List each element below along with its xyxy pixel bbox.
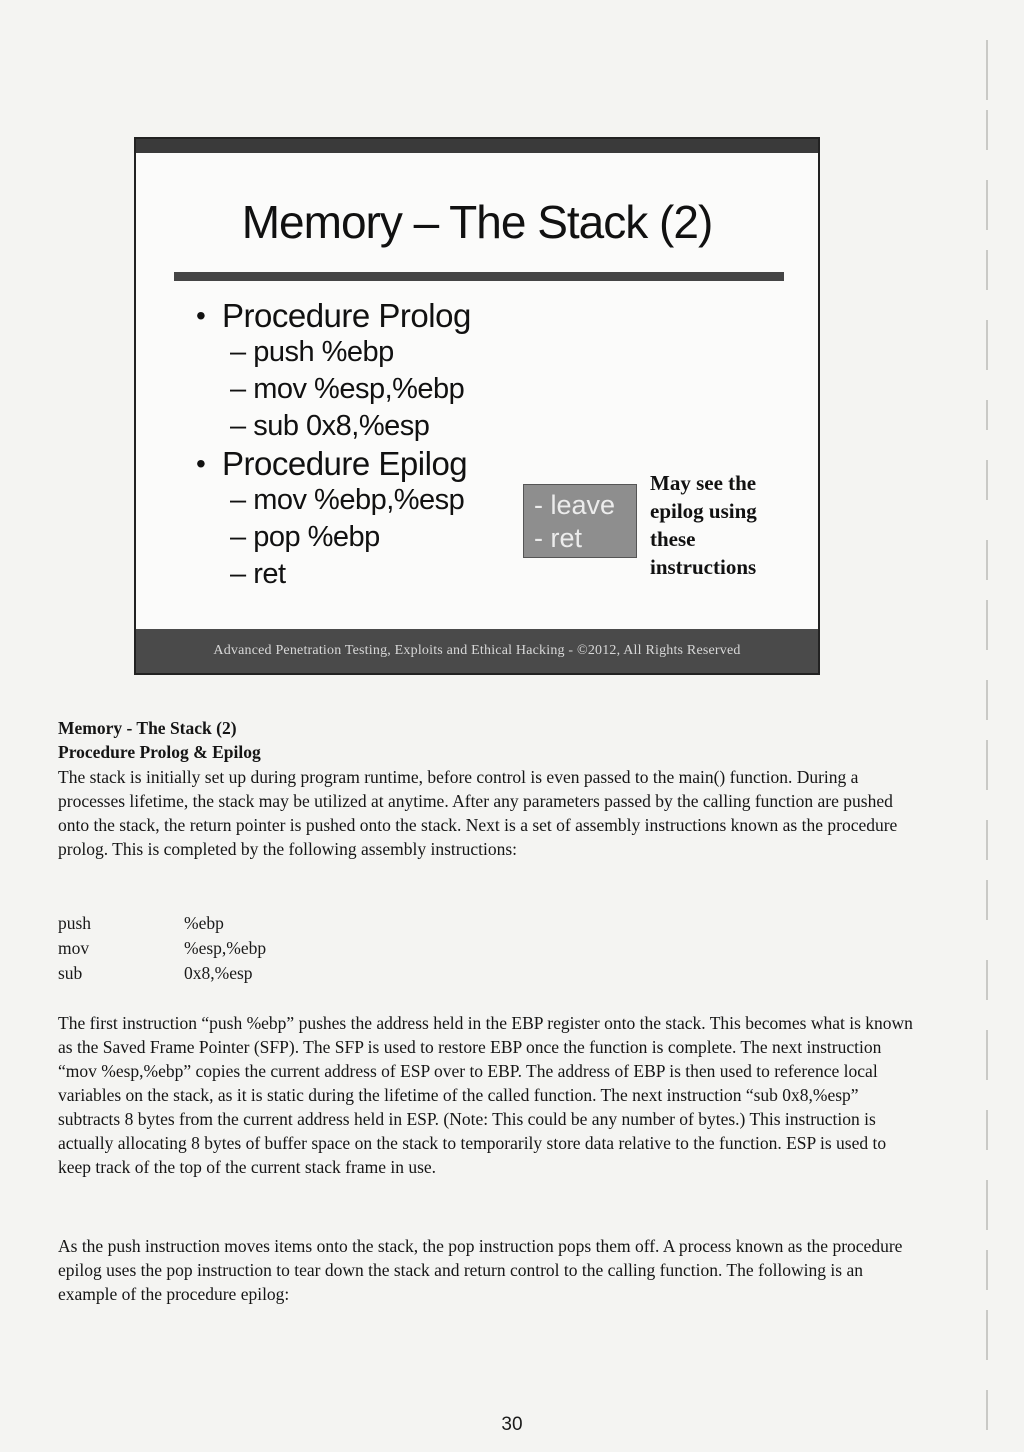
code-op: mov <box>58 938 90 958</box>
prolog-item: – mov %esp,%ebp <box>196 371 471 408</box>
page-number: 30 <box>501 1414 523 1435</box>
scan-edge-mark <box>986 1250 988 1290</box>
scan-edge-mark <box>986 460 988 500</box>
prolog-item: – sub 0x8,%esp <box>196 408 471 445</box>
slide-title: Memory – The Stack (2) <box>241 196 713 248</box>
scan-edge-mark <box>986 820 988 860</box>
code-row <box>58 911 266 936</box>
slide-top-bar <box>136 139 818 153</box>
scan-edge-mark <box>986 110 988 150</box>
scan-edge-mark <box>986 1310 988 1360</box>
epilog-item: – pop %ebp <box>196 519 471 556</box>
prolog-item: – push %ebp <box>196 334 471 371</box>
bullet-procedure-epilog: • Procedure Epilog <box>196 445 471 482</box>
code-row <box>58 936 266 961</box>
slide <box>134 137 820 675</box>
scan-edge-mark <box>986 1030 988 1080</box>
scan-edge-mark <box>986 400 988 430</box>
epilog-item: – ret <box>196 556 471 593</box>
scan-edge-mark <box>986 540 988 580</box>
code-arg: 0x8,%esp <box>184 963 253 983</box>
paragraph-intro: The stack is initially set up during program runtime, before control is even passed to the main() function. During a processes lifetime, the stack may be utilized at anytime. After any parameters passed by the calling function are pushed onto the stack, the return pointer is pushed onto the stack. Next is a set of assembly instructions known as the procedure prolog. This is completed by the following assembly instructions: <box>58 767 898 859</box>
code-row <box>58 961 266 986</box>
epilog-item: – mov %ebp,%esp <box>196 482 471 519</box>
slide-footer: Advanced Penetration Testing, Exploits and Ethical Hacking - ©2012, All Rights Reserved <box>136 629 818 673</box>
scan-edge-mark <box>986 1110 988 1150</box>
bullet-procedure-prolog: • Procedure Prolog <box>196 297 471 334</box>
leave-ret-box <box>523 484 637 558</box>
scan-edge-mark <box>986 600 988 650</box>
code-op: sub <box>58 963 83 983</box>
paragraph-epilog-intro: As the push instruction moves items onto the stack, the pop instruction pops them off. A process known as the procedure epilog uses the pop instruction to tear down the stack and return control to the calling function. The following is an example of the procedure epilog: <box>58 1236 903 1304</box>
prolog-code-listing <box>58 911 266 986</box>
paragraph-prolog-explanation: The first instruction “push %ebp” pushes the address held in the EBP register onto the stack. This becomes what is known as the Saved Frame Pointer (SFP). The SFP is used to restore EBP once the function is complete. The next instruction “mov %esp,%ebp” copies the current address of ESP over to EBP. The address of EBP is then used to reference local variables on the stack, as it is static during the lifetime of the called function. The next instruction “sub 0x8,%esp” subtracts 8 bytes from the current address held in ESP. (Note: This could be any number of bytes.) This instruction is actually allocating 8 bytes of buffer space on the stack to temporarily store data relative to the function. ESP is used to keep track of the top of the current stack frame in use. <box>58 1013 913 1177</box>
section-subheading: Procedure Prolog & Epilog <box>58 742 261 762</box>
section-heading: Memory - The Stack (2) <box>58 718 237 738</box>
scan-edge-mark <box>986 40 988 100</box>
scan-edge-mark <box>986 180 988 230</box>
epilog-note: May see the epilog using these instructions <box>650 471 757 579</box>
scan-edge-mark <box>986 680 988 720</box>
scan-edge-mark <box>986 740 988 790</box>
box-item-leave: - leave <box>534 489 636 522</box>
scan-edge-mark <box>986 320 988 370</box>
scan-edge-mark <box>986 1180 988 1230</box>
title-divider <box>174 272 784 281</box>
scan-edge-mark <box>986 880 988 920</box>
code-arg: %ebp <box>184 913 224 933</box>
slide-bullets <box>196 297 471 593</box>
scan-edge-mark <box>986 250 988 290</box>
code-op: push <box>58 913 92 933</box>
box-item-ret: - ret <box>534 522 636 555</box>
scan-edge-mark <box>986 960 988 1000</box>
code-arg: %esp,%ebp <box>184 938 267 958</box>
